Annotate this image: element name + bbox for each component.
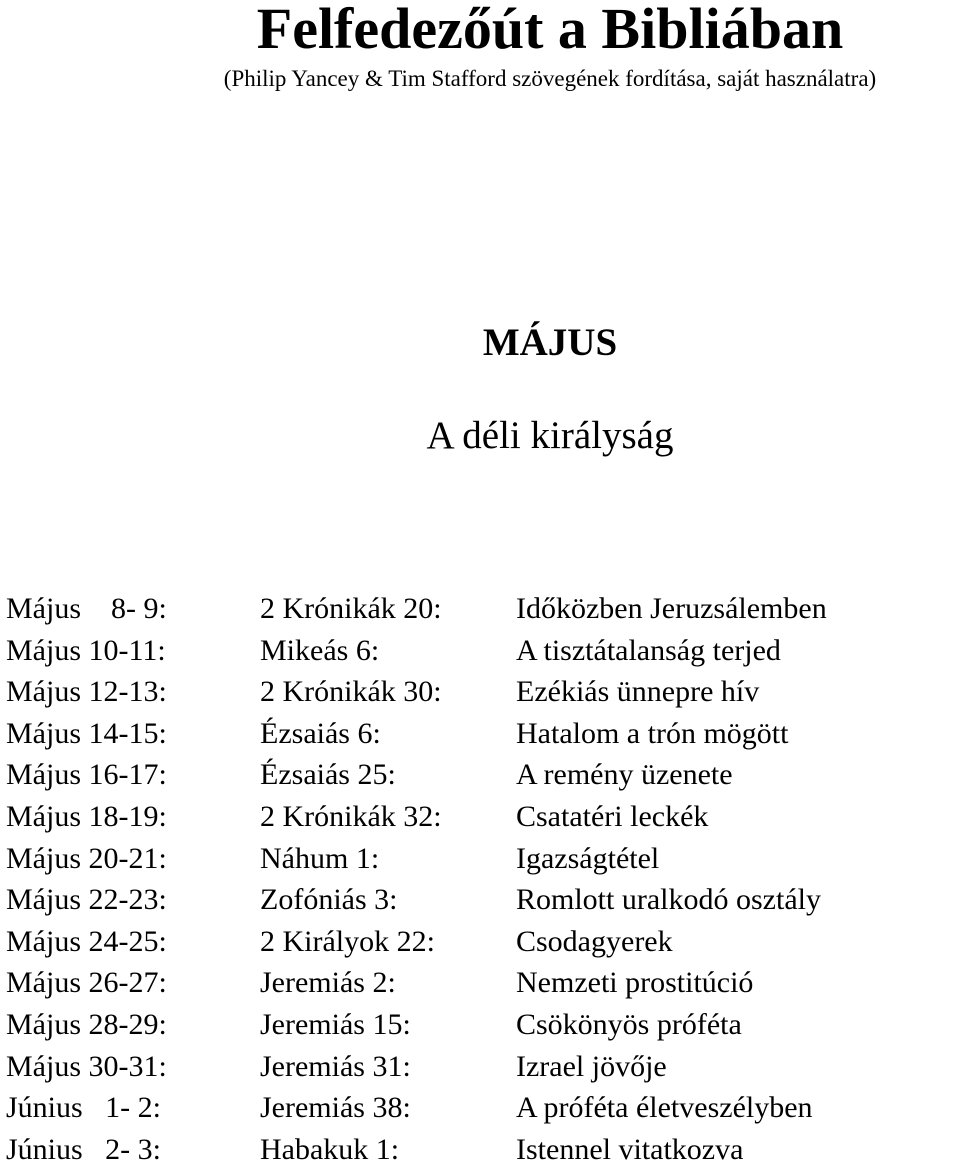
schedule-reference: 2 Krónikák 32: xyxy=(260,799,442,833)
document-subtitle: (Philip Yancey & Tim Stafford szövegének fordítása, saját használatra) xyxy=(223,66,877,91)
schedule-topic: Csökönyös próféta xyxy=(516,1007,742,1041)
schedule-date: Május 22-23: xyxy=(6,883,167,917)
schedule-date: Május 20-21: xyxy=(6,841,167,875)
schedule-topic: Istennel vitatkozva xyxy=(516,1132,744,1166)
schedule-reference: 2 Krónikák 30: xyxy=(260,675,442,709)
schedule-topic: A remény üzenete xyxy=(516,758,733,792)
schedule-row xyxy=(6,588,956,630)
schedule-date: Május 12-13: xyxy=(6,675,167,709)
schedule-topic: Időközben Jeruzsálemben xyxy=(516,592,827,625)
schedule-date: Május 26-27: xyxy=(6,966,167,1000)
schedule-date: Június 1- 2: xyxy=(6,1091,162,1125)
schedule-reference: Ézsaiás 25: xyxy=(260,758,396,792)
reading-schedule xyxy=(6,588,956,1170)
schedule-reference: 2 Királyok 22: xyxy=(260,924,435,958)
schedule-reference: Jeremiás 2: xyxy=(260,966,396,1000)
schedule-date: Május 18-19: xyxy=(6,799,167,833)
schedule-date: Május 14-15: xyxy=(6,716,167,750)
schedule-reference: Jeremiás 38: xyxy=(260,1091,411,1125)
schedule-topic: Izrael jövője xyxy=(516,1049,667,1083)
schedule-reference: Náhum 1: xyxy=(260,841,380,875)
schedule-date: Május 10-11: xyxy=(6,633,166,667)
schedule-date: Május 8- 9: xyxy=(6,592,167,625)
schedule-topic: Romlott uralkodó osztály xyxy=(516,883,821,917)
schedule-reference: Jeremiás 15: xyxy=(260,1007,411,1041)
schedule-reference: Jeremiás 31: xyxy=(260,1049,411,1083)
schedule-row xyxy=(6,630,956,672)
schedule-row xyxy=(6,1087,956,1129)
schedule-row xyxy=(6,1046,956,1088)
month-heading: MÁJUS xyxy=(482,321,618,364)
schedule-row xyxy=(6,1129,956,1170)
schedule-row xyxy=(6,838,956,880)
schedule-reference: Ézsaiás 6: xyxy=(260,716,381,750)
schedule-topic: Csodagyerek xyxy=(516,924,673,958)
schedule-reference: 2 Krónikák 20: xyxy=(260,592,442,625)
schedule-date: Június 2- 3: xyxy=(6,1132,162,1166)
section-theme: A déli királyság xyxy=(426,414,674,457)
schedule-date: Május 28-29: xyxy=(6,1007,167,1041)
schedule-topic: Csatatéri leckék xyxy=(516,799,709,833)
schedule-reference: Mikeás 6: xyxy=(260,633,380,667)
schedule-date: Május 30-31: xyxy=(6,1049,167,1083)
schedule-topic: A tisztátalanság terjed xyxy=(516,633,781,667)
schedule-row xyxy=(6,879,956,921)
schedule-row xyxy=(6,796,956,838)
schedule-date: Május 24-25: xyxy=(6,924,167,958)
schedule-date: Május 16-17: xyxy=(6,758,167,792)
schedule-topic: Ezékiás ünnepre hív xyxy=(516,675,760,709)
schedule-row xyxy=(6,671,956,713)
schedule-row xyxy=(6,1004,956,1046)
schedule-row xyxy=(6,921,956,963)
schedule-row xyxy=(6,754,956,796)
schedule-topic: Hatalom a trón mögött xyxy=(516,716,789,750)
schedule-row xyxy=(6,962,956,1004)
schedule-reference: Habakuk 1: xyxy=(260,1132,400,1166)
schedule-topic: Nemzeti prostitúció xyxy=(516,966,754,1000)
document-title: Felfedezőút a Bibliában xyxy=(256,0,844,61)
schedule-reference: Zofóniás 3: xyxy=(260,883,398,917)
schedule-topic: A próféta életveszélyben xyxy=(516,1091,813,1125)
schedule-row xyxy=(6,713,956,755)
schedule-topic: Igazságtétel xyxy=(516,841,660,875)
